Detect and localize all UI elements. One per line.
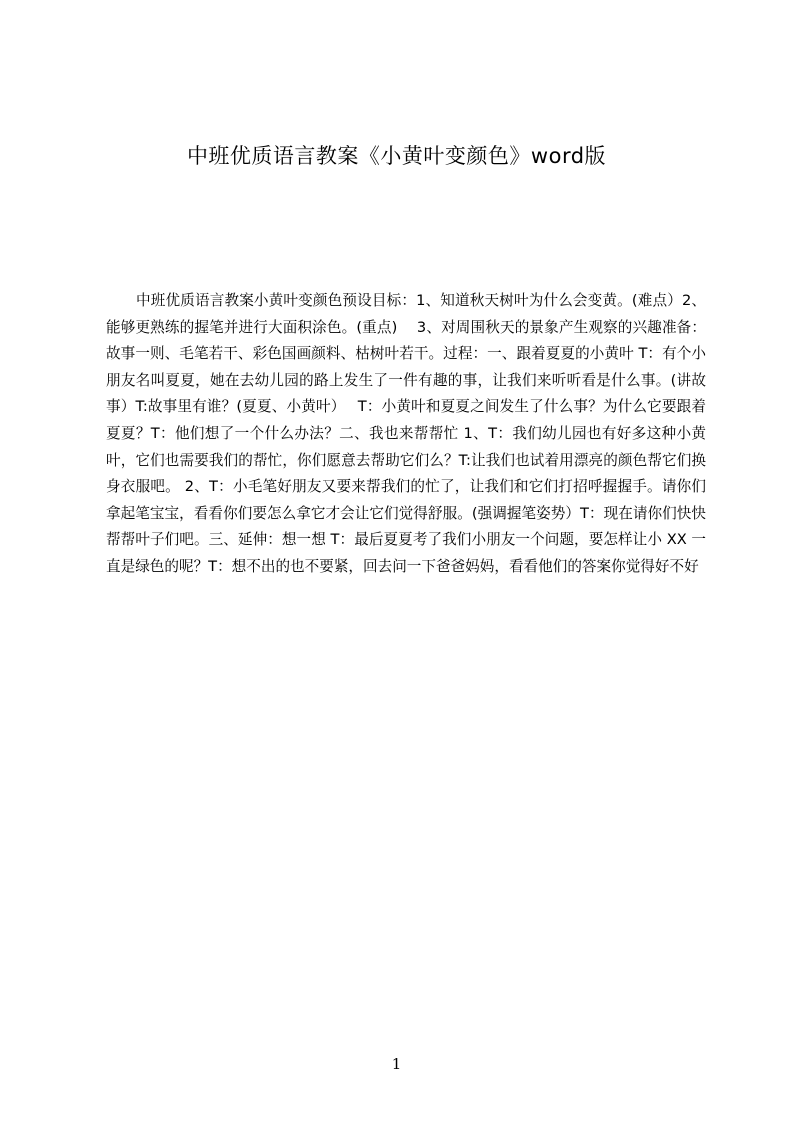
document-title: 中班优质语言教案《小黄叶变颜色》word版: [186, 144, 607, 168]
page-number: 1: [391, 1055, 402, 1073]
document-body-paragraph: 中班优质语言教案小黄叶变颜色预设目标：1、知道秋天树叶为什么会变黄。(难点）2、能够更熟练的握笔并进行大面积涂色。(重点) 3、对周围秋天的景象产生观察的兴趣准备：故事一则、毛笔若干、彩色国画颜料、枯树叶若干。过程：一、跟着夏夏的小黄叶 T：有个小朋友名叫夏夏，她在去幼儿园的路上发生了一件有趣的事，让我们来听听看是什么事。(讲故事）T:故事里有谁？(夏夏、小黄叶） T：小黄叶和夏夏之间发生了什么事？为什么它要跟着夏夏？T：他们想了一个什么办法？二、我也来帮帮忙 1、T：我们幼儿园也有好多这种小黄叶，它们也需要我们的帮忙，你们愿意去帮助它们么？T:让我们也试着用漂亮的颜色帮它们换身衣服吧。 2、T：小毛笔好朋友又要来帮我们的忙了，让我们和它们打招呼握握手。请你们拿起笔宝宝，看看你们要怎么拿它才会让它们觉得舒服。(强调握笔姿势）T：现在请你们快快帮帮叶子们吧。三、延伸：想一想 T：最后夏夏考了我们小朋友一个问题，要怎样让小 XX 一直是绿色的呢？T：想不出的也不要紧，回去问一下爸爸妈妈，看看他们的答案你觉得好不好: [106, 292, 706, 575]
